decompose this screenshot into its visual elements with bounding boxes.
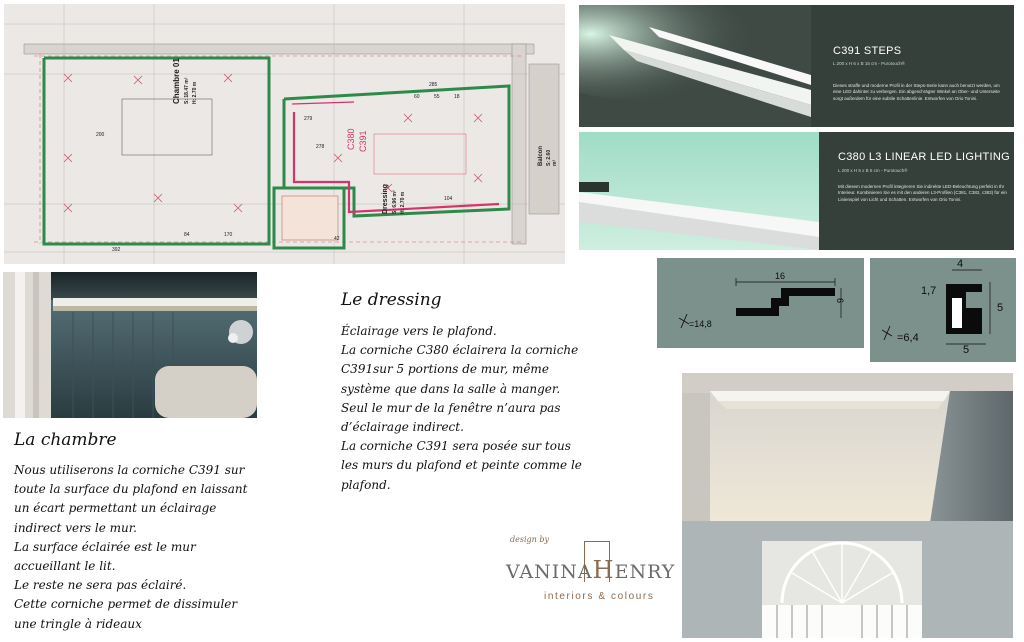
product-title-c380: C380 L3 LINEAR LED LIGHTING (838, 151, 1010, 163)
plan-dim: 104 (444, 196, 453, 202)
room-area-dressing: S: 6.96 m² (392, 190, 398, 214)
profile-c380-right: 5 (997, 302, 1004, 314)
profile-drawing-c380 (870, 258, 1016, 362)
room-area-balcon: S: 2.60 m² (546, 149, 558, 166)
plan-dim: 392 (112, 247, 121, 253)
product-dims-c380: L 200 x H 5 x B 5 cm - Purotouch® (838, 168, 908, 173)
profile-drawing-c391 (657, 258, 864, 348)
annotation-c391: C391 (358, 130, 368, 152)
floor-plan (4, 4, 565, 264)
profile-c391-height: 6 (835, 298, 845, 304)
plan-dim: 42 (334, 236, 340, 242)
logo-wordmark (506, 556, 675, 584)
product-photo-c380 (579, 132, 819, 250)
brand-logo (506, 531, 676, 609)
room-height-chambre: H: 2.70 m (192, 81, 198, 104)
profile-diagram-c380 (870, 258, 1016, 362)
product-photo-c391 (579, 5, 811, 127)
logo-name-initial: H (592, 556, 615, 584)
plan-dim: 84 (184, 232, 190, 238)
profile-c380-area: =6,4 (897, 332, 919, 344)
ceiling-photo (682, 373, 1013, 638)
heading-chambre: La chambre (14, 430, 117, 450)
floor-plan-drawing (4, 4, 565, 264)
text-chambre: Nous utiliserons la corniche C391 sur toute la surface du plafond en laissant un écart permettant un éclairage indirect vers le mur. La surface éclairée est le mur accueillant le lit. Le reste ne sera pas éclairé. Cette corniche permet de dissimuler une tringle à rideaux (14, 463, 248, 631)
profile-c380-top: 4 (957, 258, 964, 270)
product-card-c391 (579, 5, 1014, 127)
profile-c380-left: 1,7 (921, 285, 937, 297)
plan-dim: 170 (224, 232, 233, 238)
room-label-dressing: Dressing (382, 184, 389, 214)
plan-dim: 278 (316, 144, 325, 150)
room-label-chambre: Chambre 01 (172, 58, 181, 104)
annotation-c380: C380 (346, 128, 356, 150)
plan-dim: 60 (414, 94, 420, 100)
plan-dim: 279 (304, 116, 313, 122)
profile-c391-width: 16 (775, 271, 786, 281)
product-desc-c391: Dieses straffe und moderne Profil in der Steps-Serie kann auch benutzt werden, um eine LED dahinter zu verbergen. Ein abgeschrägter Winkel an Ober- und Unterseite sorgt außerdem für eine subtile Schattenlinie. Entworfen von Orio Tonini. (833, 83, 1000, 101)
plan-dim: 200 (96, 132, 105, 138)
profile-diagram-c391 (657, 258, 864, 348)
heading-dressing: Le dressing (341, 290, 442, 310)
product-dims-c391: L 200 x H 6 x B 16 cm - Purotouch® (833, 61, 905, 66)
plan-dim: 18 (454, 94, 460, 100)
profile-c380-bottom: 5 (963, 344, 970, 356)
text-dressing: Éclairage vers le plafond. La corniche C380 éclairera la corniche C391sur 5 portions de mur, même système que dans la salle à manger. Seul le mur de la fenêtre n’aura pas d’éclairage indirect. La corniche C391 sera posée sur tous les murs du plafond et peinte comme le plafond. (341, 324, 582, 492)
product-card-c380 (579, 132, 1014, 250)
room-area-chambre: S: 18.47 m² (184, 77, 190, 104)
product-desc-c380: Mit diesem modernen Profil integrieren Sie indirekte LED-Beleuchtung perfekt in Ihr Interieur. Kombinieren Sie es mit den anderen L3-Profilen (C381, C382, c383) für ein Linienspiel von Licht und Schatten. Entworfen von Orio Tonini. (838, 184, 1007, 202)
profile-c391-area: =14,8 (689, 319, 712, 329)
plan-dim: 55 (434, 94, 440, 100)
product-title-c391: C391 STEPS (833, 45, 902, 57)
bedroom-photo (3, 272, 257, 418)
logo-name-rest: ENRY (614, 561, 676, 583)
logo-name-first: VANINA (506, 561, 593, 583)
plan-dim: 285 (429, 82, 438, 88)
room-height-dressing: H: 2.70 m (400, 191, 406, 214)
room-label-balcon: Balcon (538, 145, 544, 166)
logo-tagline: interiors & colours (544, 591, 655, 602)
logo-script: design by (510, 535, 549, 544)
